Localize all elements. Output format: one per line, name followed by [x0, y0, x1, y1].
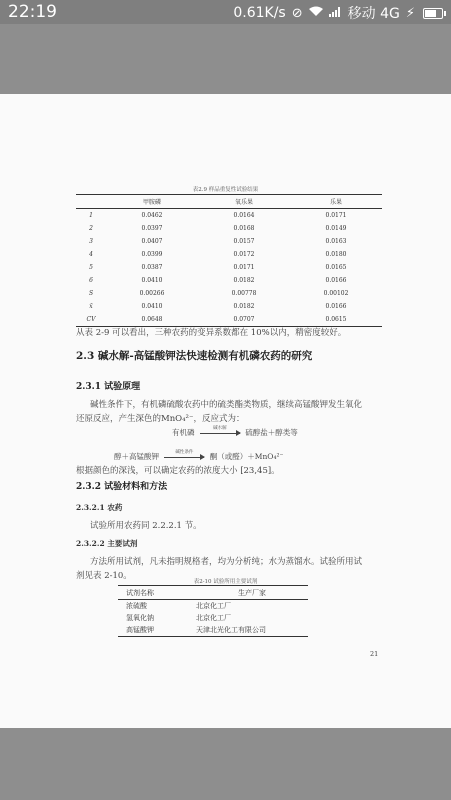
table1-header: 乐果 [290, 195, 382, 209]
page-number: 21 [370, 650, 379, 658]
battery-icon [423, 8, 443, 19]
table-cell: 3 [89, 238, 93, 245]
wifi-icon [309, 6, 323, 21]
table-cell: 0.0168 [233, 225, 255, 232]
reaction-equation-2 [114, 451, 283, 462]
paragraph: 还原反应，产生深色的MnO₄²⁻，反应式为： [76, 414, 245, 424]
eq1-reactant: 有机磷 [172, 428, 195, 437]
table-cell: 0.0648 [106, 313, 198, 327]
section-heading-2-3: 2.3 碱水解-高锰酸钾法快速检测有机磷农药的研究 [76, 350, 313, 362]
table-cell: 0.0397 [141, 225, 163, 232]
table1-header: 甲胺磷 [106, 195, 198, 209]
table-cell: 0.0462 [141, 212, 163, 219]
table-cell: 北京化工厂 [196, 614, 231, 622]
table-cell: 1 [89, 212, 93, 219]
signal-icon [329, 6, 342, 21]
paragraph: 试验所用农药同 2.2.2.1 节。 [90, 521, 202, 531]
reaction-arrow [164, 449, 204, 458]
table-row [76, 222, 382, 235]
table-cell: 5 [89, 264, 93, 271]
table-row [76, 261, 382, 274]
paragraph: 根据颜色的深浅，可以确定农药的浓度大小 [23,45]。 [76, 466, 280, 476]
reaction-arrow [200, 425, 240, 434]
table-cell: 0.00102 [323, 290, 349, 297]
table-row [76, 235, 382, 248]
table-cell: 浓硫酸 [126, 602, 147, 610]
table-row [76, 287, 382, 300]
table-cell: 0.0410 [141, 277, 163, 284]
section-heading-2-3-2-1: 2.3.2.1 农药 [76, 503, 123, 512]
mute-icon: ⊘ [291, 5, 303, 21]
table2-header: 试剂名称 [118, 586, 196, 600]
table-cell: 0.0615 [290, 313, 382, 327]
table-row [76, 313, 382, 327]
table-cell: 6 [89, 277, 93, 284]
reagents-table [118, 585, 308, 637]
battery-fill [425, 10, 436, 17]
table-cell: 天津北光化工有限公司 [196, 624, 308, 637]
table-cell: 0.0164 [233, 212, 255, 219]
table-cell: S [88, 290, 94, 297]
table-cell: 0.0166 [325, 303, 347, 310]
table-row [76, 300, 382, 313]
table-cell: 0.0180 [325, 251, 347, 258]
paragraph: 碱性条件下，有机磷硫酸农药中的硫类酯类物质，继续高锰酸钾发生氧化 [90, 400, 363, 410]
charging-icon: ⚡ [405, 5, 415, 21]
paragraph: 从表 2-9 可以看出，三种农药的变异系数都在 10%以内，精密度较好。 [76, 328, 347, 338]
section-heading-2-3-2-2: 2.3.2.2 主要试剂 [76, 539, 138, 548]
table-cell: 0.0410 [141, 303, 163, 310]
table-cell: 0.0157 [233, 238, 255, 245]
eq2-reactant: 醇＋高锰酸钾 [114, 452, 159, 461]
table-cell: 高锰酸钾 [118, 624, 196, 637]
viewer-bottom-margin [0, 728, 451, 800]
table-cell: CV [76, 313, 106, 327]
network-speed: 0.61K/s [233, 5, 286, 21]
table2-caption: 表2-10 试验所用主要试剂 [193, 579, 258, 585]
table-cell: 0.0182 [233, 277, 255, 284]
table-row [118, 600, 308, 613]
section-heading-2-3-2: 2.3.2 试验材料和方法 [76, 482, 168, 492]
eq1-product: 硫醇盐＋醇类等 [245, 428, 298, 437]
table-cell: 0.0172 [233, 251, 255, 258]
table-row [76, 248, 382, 261]
reaction-equation-1 [172, 427, 298, 438]
table-cell: 0.0707 [198, 313, 290, 327]
table-row [118, 624, 308, 637]
table-cell: 0.0399 [141, 251, 163, 258]
status-bar [0, 0, 451, 24]
eq1-condition: 碱水解 [213, 425, 227, 431]
paragraph: 剂见表 2-10。 [76, 571, 132, 581]
table-cell: 4 [89, 251, 93, 258]
table-cell: 2 [89, 225, 93, 232]
table-cell: 0.00778 [231, 290, 257, 297]
table-cell: 0.0163 [325, 238, 347, 245]
repeatability-table [76, 194, 382, 327]
paragraph: 方法所用试剂，凡未指明规格者，均为分析纯；水为蒸馏水。试验所用试 [90, 557, 363, 567]
carrier-label: 移动 4G [347, 6, 400, 22]
status-icons [233, 3, 443, 23]
table-cell: 0.0171 [233, 264, 255, 271]
table-cell: 北京化工厂 [196, 602, 231, 610]
table1-caption: 表2.9 样品重复性试验结果 [192, 187, 259, 193]
table-cell: 0.0149 [325, 225, 347, 232]
table-cell: 0.0171 [325, 212, 347, 219]
table-row [76, 209, 382, 223]
section-heading-2-3-1: 2.3.1 试验原理 [76, 382, 141, 392]
document-page[interactable] [0, 94, 451, 728]
table-cell: 0.00266 [139, 290, 165, 297]
table2-header: 生产厂家 [196, 586, 308, 600]
table-row [76, 274, 382, 287]
table-cell: 0.0387 [141, 264, 163, 271]
eq2-product: 酮（或醛）＋MnO₄²⁻ [209, 452, 284, 461]
table-row [118, 612, 308, 624]
eq2-condition: 碱性条件 [175, 449, 194, 455]
table-cell: 氢氧化钠 [126, 614, 154, 622]
table-cell: 0.0182 [233, 303, 255, 310]
table-cell: 0.0165 [325, 264, 347, 271]
table-cell: 0.0407 [141, 238, 163, 245]
table1-header: 氧乐果 [198, 195, 290, 209]
clock: 22:19 [8, 2, 57, 22]
viewer-top-margin [0, 24, 451, 94]
table-cell: x̄ [89, 303, 93, 310]
table1-header [76, 195, 106, 209]
table-cell: 0.0166 [325, 277, 347, 284]
